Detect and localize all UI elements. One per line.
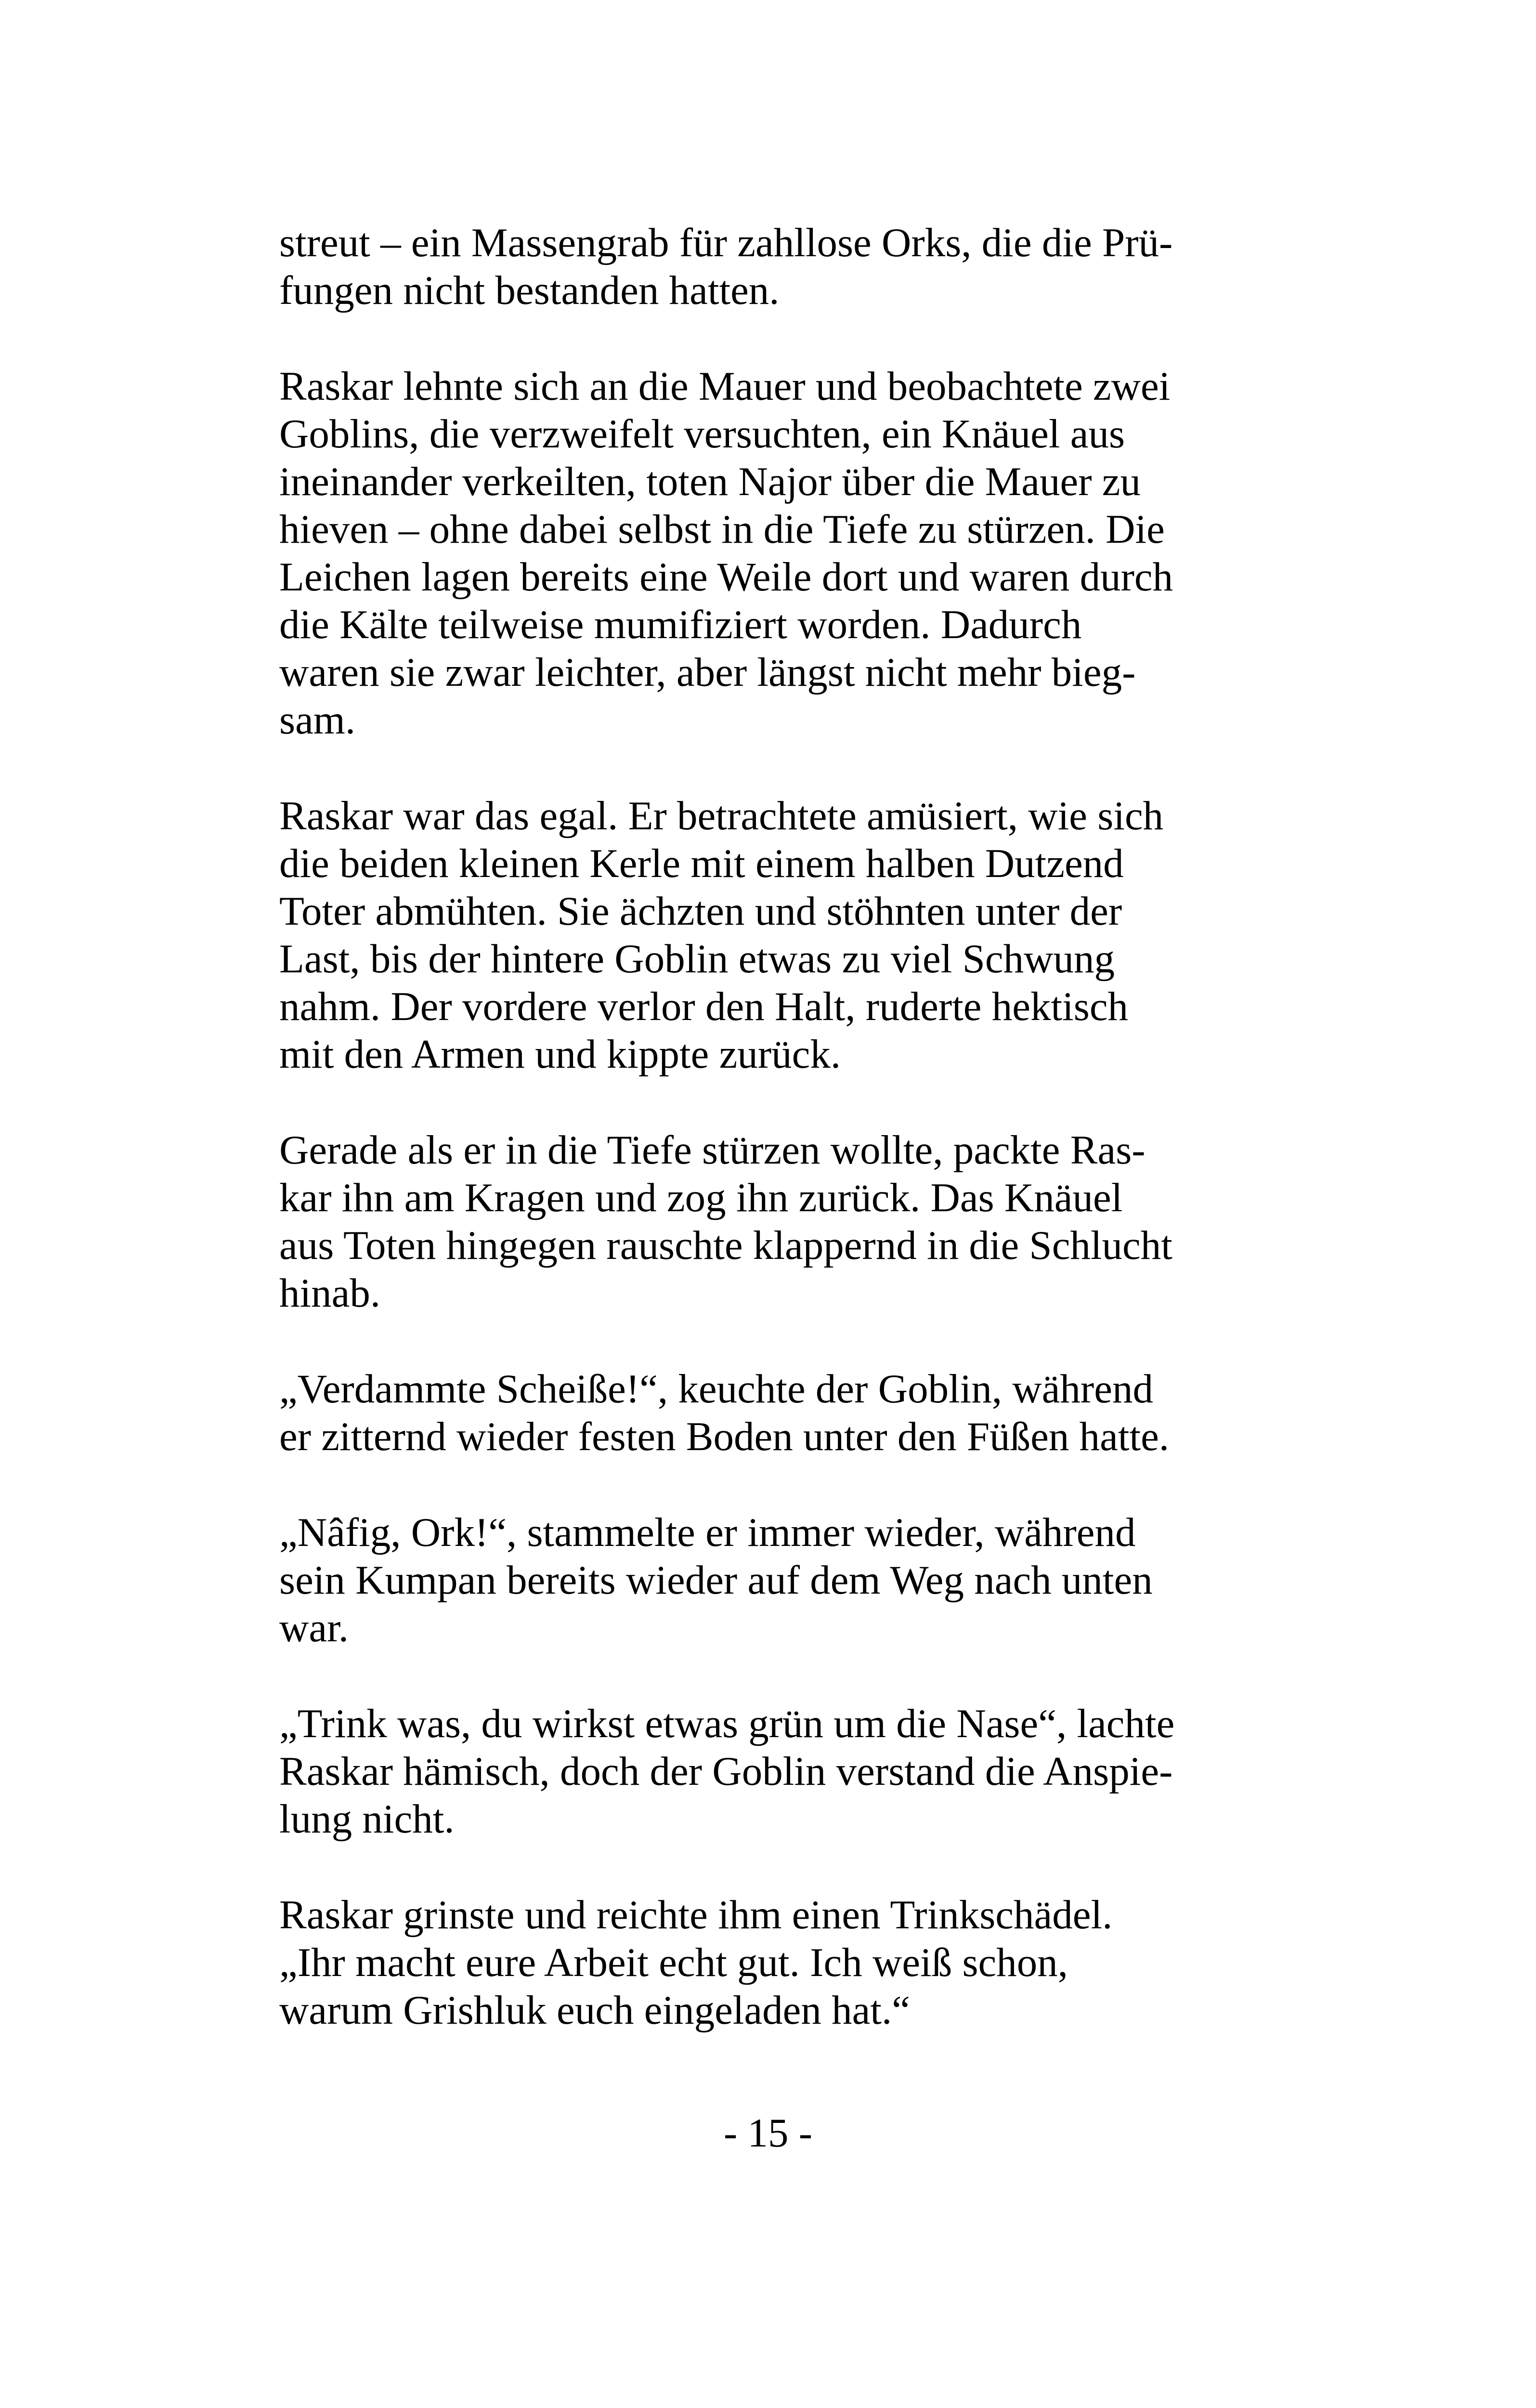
text-line: kar ihn am Kragen und zog ihn zurück. Das Knäuel	[279, 1175, 1123, 1220]
text-line: sam.	[279, 697, 356, 743]
body-text	[279, 219, 1266, 2082]
text-line: Last, bis der hintere Goblin etwas zu viel Schwung	[279, 936, 1115, 982]
text-line: Raskar grinste und reichte ihm einen Trinkschädel.	[279, 1892, 1113, 1937]
text-line: er zitternd wieder festen Boden unter den Füßen hatte.	[279, 1414, 1170, 1459]
text-line: war.	[279, 1605, 349, 1650]
text-line: streut – ein Massengrab für zahllose Orks, die die Prü-	[279, 220, 1173, 265]
text-line: „Nâfig, Ork!“, stammelte er immer wieder, während	[279, 1510, 1136, 1555]
page-number: - 15 -	[723, 2110, 813, 2156]
text-line: ineinander verkeilten, toten Najor über die Mauer zu	[279, 459, 1141, 504]
text-line: hieven – ohne dabei selbst in die Tiefe zu stürzen. Die	[279, 507, 1165, 552]
text-line: waren sie zwar leichter, aber längst nicht mehr bieg-	[279, 650, 1136, 695]
text-line: die beiden kleinen Kerle mit einem halben Dutzend	[279, 841, 1124, 886]
paragraph	[279, 792, 1266, 1078]
text-line: Toter abmühten. Sie ächzten und stöhnten unter der	[279, 889, 1122, 934]
paragraph	[279, 1126, 1266, 1317]
paragraph	[279, 363, 1266, 744]
text-line: aus Toten hingegen rauschte klappernd in die Schlucht	[279, 1223, 1172, 1268]
text-line: Raskar lehnte sich an die Mauer und beobachtete zwei	[279, 364, 1171, 409]
text-line: „Trink was, du wirkst etwas grün um die Nase“, lachte	[279, 1701, 1175, 1746]
text-line: Gerade als er in die Tiefe stürzen wollte, packte Ras-	[279, 1127, 1145, 1173]
text-line: „Ihr macht eure Arbeit echt gut. Ich weiß schon,	[279, 1940, 1068, 1985]
text-line: warum Grishluk euch eingeladen hat.“	[279, 1988, 910, 2033]
paragraph	[279, 1891, 1266, 2034]
text-line: mit den Armen und kippte zurück.	[279, 1032, 841, 1077]
text-line: Leichen lagen bereits eine Weile dort und waren durch	[279, 554, 1173, 600]
text-line: die Kälte teilweise mumifiziert worden. Dadurch	[279, 602, 1082, 647]
text-line: „Verdammte Scheiße!“, keuchte der Goblin, während	[279, 1366, 1153, 1412]
paragraph	[279, 219, 1266, 314]
paragraph	[279, 1509, 1266, 1652]
text-line: Raskar hämisch, doch der Goblin verstand die Anspie-	[279, 1749, 1173, 1794]
text-line: sein Kumpan bereits wieder auf dem Weg nach unten	[279, 1557, 1153, 1603]
text-line: lung nicht.	[279, 1796, 455, 1842]
paragraph	[279, 1700, 1266, 1843]
text-line: fungen nicht bestanden hatten.	[279, 268, 780, 313]
text-line: Goblins, die verzweifelt versuchten, ein Knäuel aus	[279, 411, 1125, 457]
text-line: hinab.	[279, 1270, 381, 1316]
text-line: Raskar war das egal. Er betrachtete amüsiert, wie sich	[279, 793, 1164, 838]
text-line: nahm. Der vordere verlor den Halt, ruderte hektisch	[279, 984, 1129, 1029]
paragraph	[279, 1365, 1266, 1461]
